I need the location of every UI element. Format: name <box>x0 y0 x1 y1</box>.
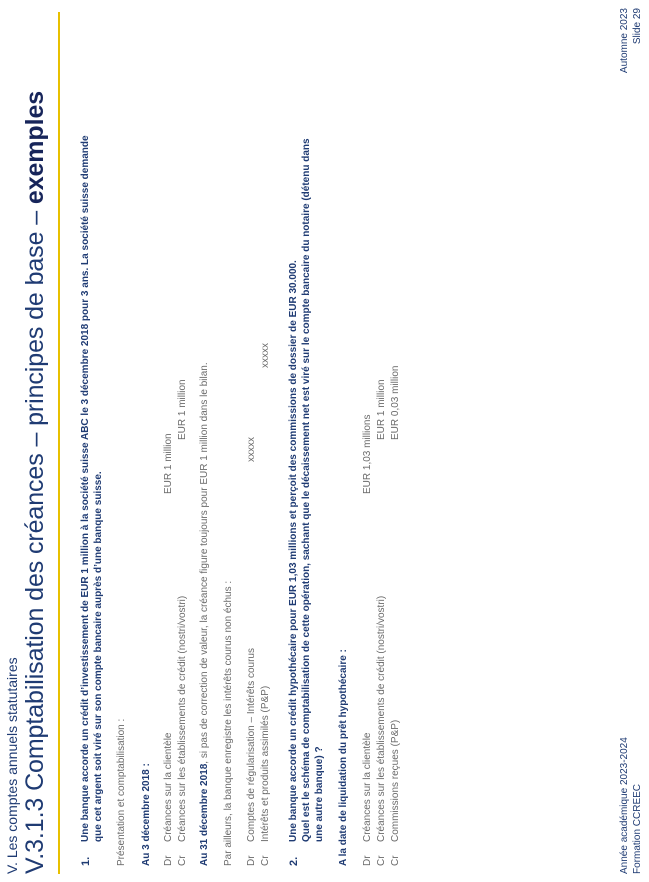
entry-side: Cr <box>177 855 188 866</box>
footer-term: Automne 2023 <box>619 8 630 74</box>
presentation-label: Présentation et comptabilisation : <box>116 718 127 866</box>
example-2-text-line-1: Une banque accorde un crédit hypothécaire pour EUR 1,03 millions et perçoit des commissions de dossier de EUR 30.000. <box>288 260 299 842</box>
entry-account: Créances sur la clientèle <box>362 732 373 842</box>
entry-side: Cr <box>390 855 401 866</box>
footer-academic-year: Année académique 2023-2024 <box>619 737 630 874</box>
title-underline <box>58 12 60 874</box>
entry-debit-amount: EUR 1,03 millions <box>362 414 373 494</box>
entry-account: Créances sur la clientèle <box>163 732 174 842</box>
dec31-statement: Au 31 décembre 2018, si pas de correction de valeur, la créance figure toujours pour EUR 1 million dans le bilan. <box>199 362 210 866</box>
entry-credit-amount: xxxxx <box>260 343 271 368</box>
entry-debit-amount: EUR 1 million <box>163 433 174 494</box>
entry-side: Dr <box>362 855 373 866</box>
entry-account: Créances sur les établissements de crédit (nostri/vostri) <box>177 595 188 842</box>
entry-account: Créances sur les établissements de crédit (nostri/vostri) <box>376 595 387 842</box>
entry-side: Dr <box>246 855 257 866</box>
entry-side: Dr <box>163 855 174 866</box>
example-1-number: 1. <box>80 856 92 866</box>
example-1-date-heading: Au 3 décembre 2018 : <box>141 763 152 866</box>
example-2-text-line-2: Quel est le schéma de comptabilisation de cette opération, sachant que le décaissement net est viré sur le compte bancaire du notaire (détenu dans <box>301 138 312 842</box>
entry-side: Cr <box>376 855 387 866</box>
entry-account: Intérêts et produits assimilés (P&P) <box>260 685 271 842</box>
interest-intro: Par ailleurs, la banque enregistre les intérêts courus non échus : <box>223 580 234 866</box>
section-heading: V. Les comptes annuels statutaires <box>4 657 20 874</box>
footer-formation: Formation CCREEC <box>632 783 643 874</box>
example-2-number: 2. <box>288 856 300 866</box>
footer-slide-number: Slide 29 <box>632 8 643 45</box>
example-2-date-heading: A la date de liquidation du prêt hypothécaire : <box>338 649 349 866</box>
entry-credit-amount: EUR 1 million <box>376 379 387 440</box>
entry-account: Commissions reçues (P&P) <box>390 719 401 842</box>
entry-credit-amount: EUR 1 million <box>177 379 188 440</box>
entry-account: Comptes de régularisation – Intérêts courus <box>246 648 257 842</box>
entry-debit-amount: xxxxx <box>246 437 257 462</box>
example-2-text-line-3: une autre banque) ? <box>314 746 325 842</box>
example-1-text-line-1: Une banque accorde un crédit d’investissement de EUR 1 million à la société suisse ABC le 3 décembre 2018 pour 3 ans. La société suisse demande <box>80 135 91 842</box>
entry-side: Cr <box>260 855 271 866</box>
example-1-text-line-2: que cet argent soit viré sur son compte bancaire auprès d’une banque suisse. <box>93 471 104 842</box>
slide-title: V.3.1.3 Comptabilisation des créances – principes de base – exemples <box>21 90 49 874</box>
entry-credit-amount: EUR 0,03 million <box>390 365 401 440</box>
